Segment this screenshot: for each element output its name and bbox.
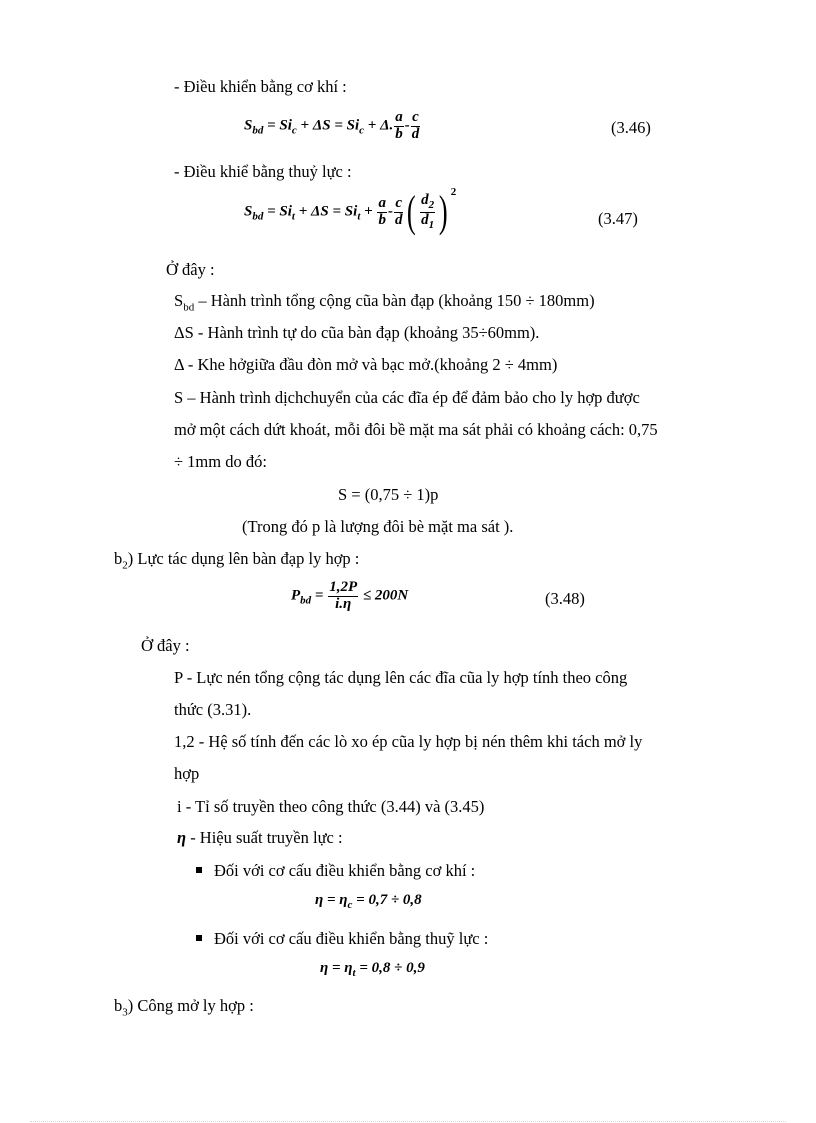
bullet-square-icon — [196, 935, 202, 941]
definition-delta-s: ΔS - Hành trình tự do cũa bàn đạp (khoảng 35÷60mm). — [174, 323, 540, 342]
definition-p-line-1: P - Lực nén tổng cộng tác dụng lên các đĩa cũa ly hợp tính theo công — [174, 668, 628, 687]
equation-eta-mechanical: $\eta = \eta_c = 0,7 \div 0,8$ — [315, 892, 422, 911]
bullet-hydraulic-efficiency: Đối với cơ cấu điều khiển bằng thuỹ lực : — [196, 929, 488, 949]
item-mechanical-control: - Điều khiển bằng cơ khí : — [174, 77, 347, 96]
equation-3-48: $P_{bd}$ = $\frac{1,2P}{i.\eta}$ ≤ 200N — [291, 579, 409, 612]
equation-eta-hydraulic: $\eta = \eta_t = 0,8 \div 0,9$ — [320, 960, 425, 979]
definition-s-line-2: mở một cách dứt khoát, mỗi đôi bề mặt ma sát phải có khoảng cách: 0,75 — [174, 420, 658, 439]
page-footer-divider — [30, 1121, 786, 1122]
equation-3-47: $S_{bd} = Si_t + \Delta S = Si_t$ + $\frac{a}{b}$ - $\frac{c}{d}$ ( $\frac{d_2}{d_1}$ ) $^2$ — [244, 186, 457, 236]
definition-coefficient-line-2: hợp — [174, 764, 200, 783]
equation-number-3-47: (3.47) — [598, 209, 638, 228]
equation-3-46: $S_{bd} = Si_c + \Delta S = Si_c + \Delta$. $\frac{a}{b}$ - $\frac{c}{d}$ — [244, 109, 420, 142]
where-heading-1: Ở đây : — [166, 260, 215, 279]
definition-coefficient-line-1: 1,2 - Hệ số tính đến các lò xo ép cũa ly hợp bị nén thêm khi tách mở ly — [174, 732, 643, 751]
definition-sbd: $S_{bd}$ – Hành trình tổng cộng cũa bàn đạp (khoảng 150 ÷ 180mm) — [174, 291, 595, 314]
where-heading-2: Ở đây : — [141, 636, 190, 655]
bullet-mechanical-efficiency: Đối với cơ cấu điều khiển bằng cơ khí : — [196, 861, 475, 881]
definition-s-line-3: ÷ 1mm do đó: — [174, 452, 267, 471]
heading-b3: $b_3$) Công mở ly hợp : — [114, 996, 254, 1019]
equation-number-3-46: (3.46) — [611, 118, 651, 137]
formula-s: S = (0,75 ÷ 1)p — [338, 485, 439, 504]
bullet-square-icon — [196, 867, 202, 873]
definition-i: i - Tỉ số truyền theo công thức (3.44) và (3.45) — [177, 797, 485, 816]
heading-b2: $b_2$) Lực tác dụng lên bàn đạp ly hợp : — [114, 549, 360, 572]
formula-s-note: (Trong đó p là lượng đôi bè mặt ma sát ). — [242, 517, 514, 536]
definition-eta: η - Hiệu suất truyền lực : — [177, 828, 343, 847]
item-hydraulic-control: - Điều khiể bằng thuỷ lực : — [174, 162, 352, 181]
definition-s-line-1: S – Hành trình dịchchuyển của các đĩa ép để đảm bảo cho ly hợp được — [174, 388, 640, 407]
definition-p-line-2: thức (3.31). — [174, 700, 252, 719]
definition-delta: Δ - Khe hởgiữa đầu đòn mở và bạc mở.(khoảng 2 ÷ 4mm) — [174, 355, 558, 374]
equation-number-3-48: (3.48) — [545, 589, 585, 608]
